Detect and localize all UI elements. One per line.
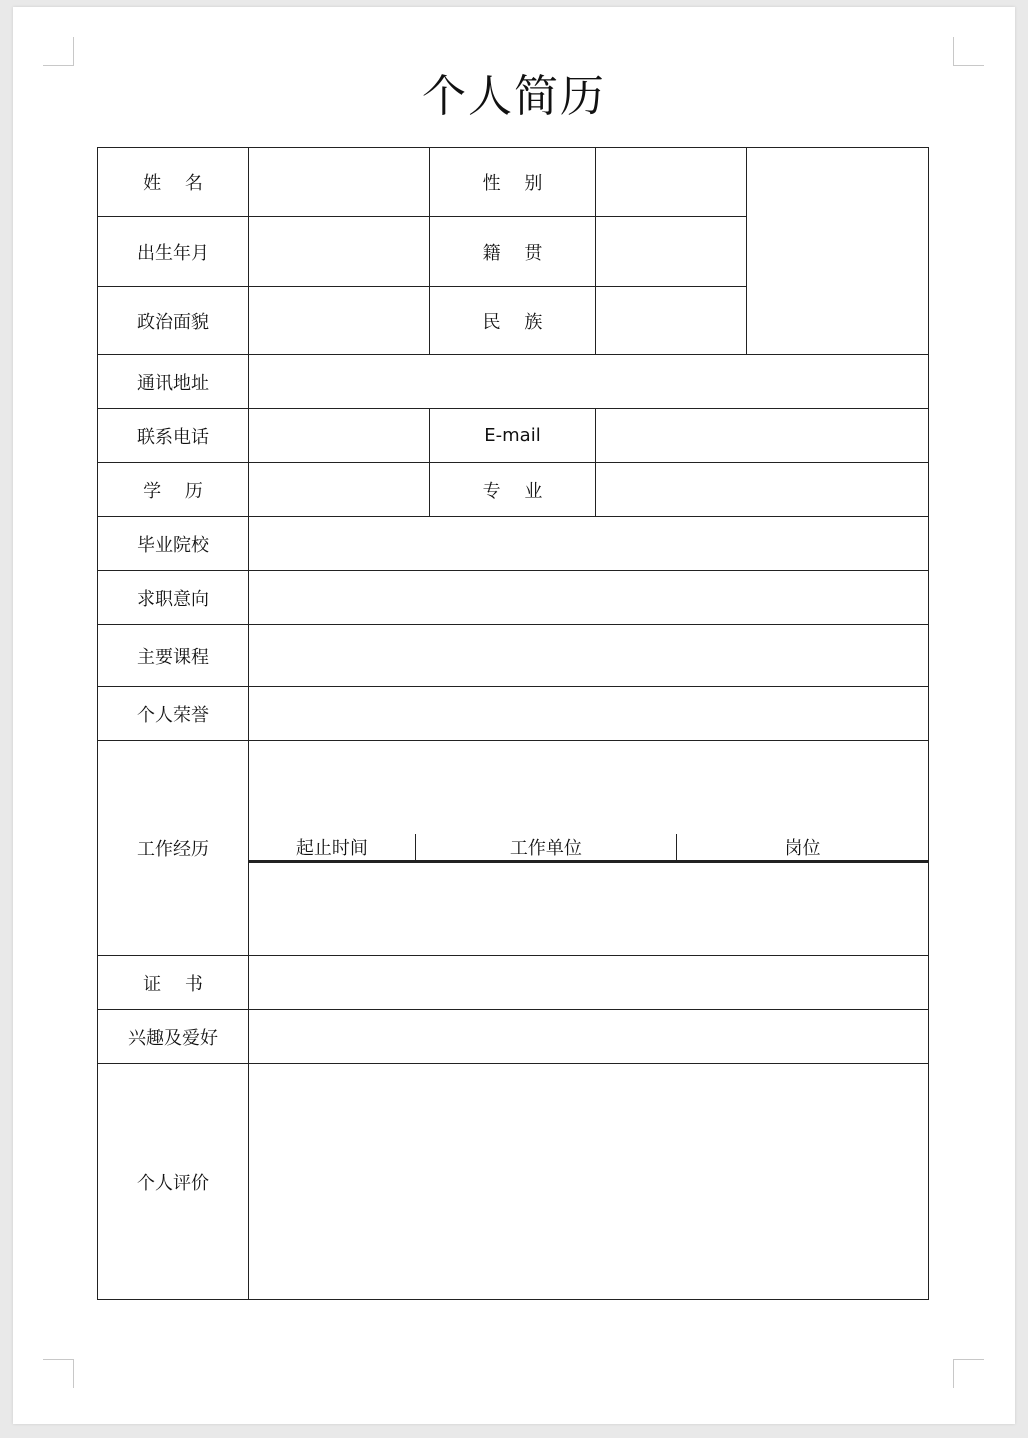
- field-school[interactable]: [249, 517, 929, 571]
- label-ethnicity: 民 族: [430, 287, 596, 355]
- field-email[interactable]: [596, 409, 929, 463]
- work-header-period: 起止时间: [249, 834, 415, 861]
- page-title: 个人简历: [422, 71, 606, 122]
- margin-corner-bottom-right: [953, 1359, 984, 1388]
- label-education: 学 历: [98, 463, 249, 517]
- field-birth[interactable]: [249, 217, 430, 287]
- field-address[interactable]: [249, 355, 929, 409]
- label-birth: 出生年月: [98, 217, 249, 287]
- label-native-place: 籍 贯: [430, 217, 596, 287]
- field-gender[interactable]: [596, 148, 747, 217]
- field-self-evaluation[interactable]: [249, 1064, 929, 1300]
- field-honors[interactable]: [249, 687, 929, 741]
- label-certificates: 证 书: [98, 956, 249, 1010]
- label-email: E-mail: [430, 409, 596, 463]
- field-native-place[interactable]: [596, 217, 747, 287]
- photo-box[interactable]: [747, 148, 929, 355]
- work-cell[interactable]: [677, 862, 928, 863]
- label-school: 毕业院校: [98, 517, 249, 571]
- label-political: 政治面貌: [98, 287, 249, 355]
- field-objective[interactable]: [249, 571, 929, 625]
- field-certificates[interactable]: [249, 956, 929, 1010]
- label-address: 通讯地址: [98, 355, 249, 409]
- label-phone: 联系电话: [98, 409, 249, 463]
- margin-corner-bottom-left: [43, 1359, 74, 1388]
- label-courses: 主要课程: [98, 625, 249, 687]
- work-cell[interactable]: [249, 862, 415, 863]
- label-objective: 求职意向: [98, 571, 249, 625]
- margin-corner-top-left: [43, 37, 74, 66]
- work-header-company: 工作单位: [415, 834, 676, 861]
- label-hobbies: 兴趣及爱好: [98, 1010, 249, 1064]
- resume-table: [97, 147, 929, 1300]
- work-experience-cell: [249, 741, 929, 956]
- label-name: 姓 名: [98, 148, 249, 217]
- label-major: 专 业: [430, 463, 596, 517]
- field-name[interactable]: [249, 148, 430, 217]
- work-experience-table: [249, 834, 928, 863]
- label-work-experience: 工作经历: [98, 741, 249, 956]
- label-honors: 个人荣誉: [98, 687, 249, 741]
- field-major[interactable]: [596, 463, 929, 517]
- field-education[interactable]: [249, 463, 430, 517]
- field-ethnicity[interactable]: [596, 287, 747, 355]
- document-page: [13, 7, 1015, 1424]
- field-courses[interactable]: [249, 625, 929, 687]
- field-phone[interactable]: [249, 409, 430, 463]
- work-header-position: 岗位: [677, 834, 928, 861]
- margin-corner-top-right: [953, 37, 984, 66]
- label-self-evaluation: 个人评价: [98, 1064, 249, 1300]
- field-political[interactable]: [249, 287, 430, 355]
- field-hobbies[interactable]: [249, 1010, 929, 1064]
- work-cell[interactable]: [415, 862, 676, 863]
- label-gender: 性 别: [430, 148, 596, 217]
